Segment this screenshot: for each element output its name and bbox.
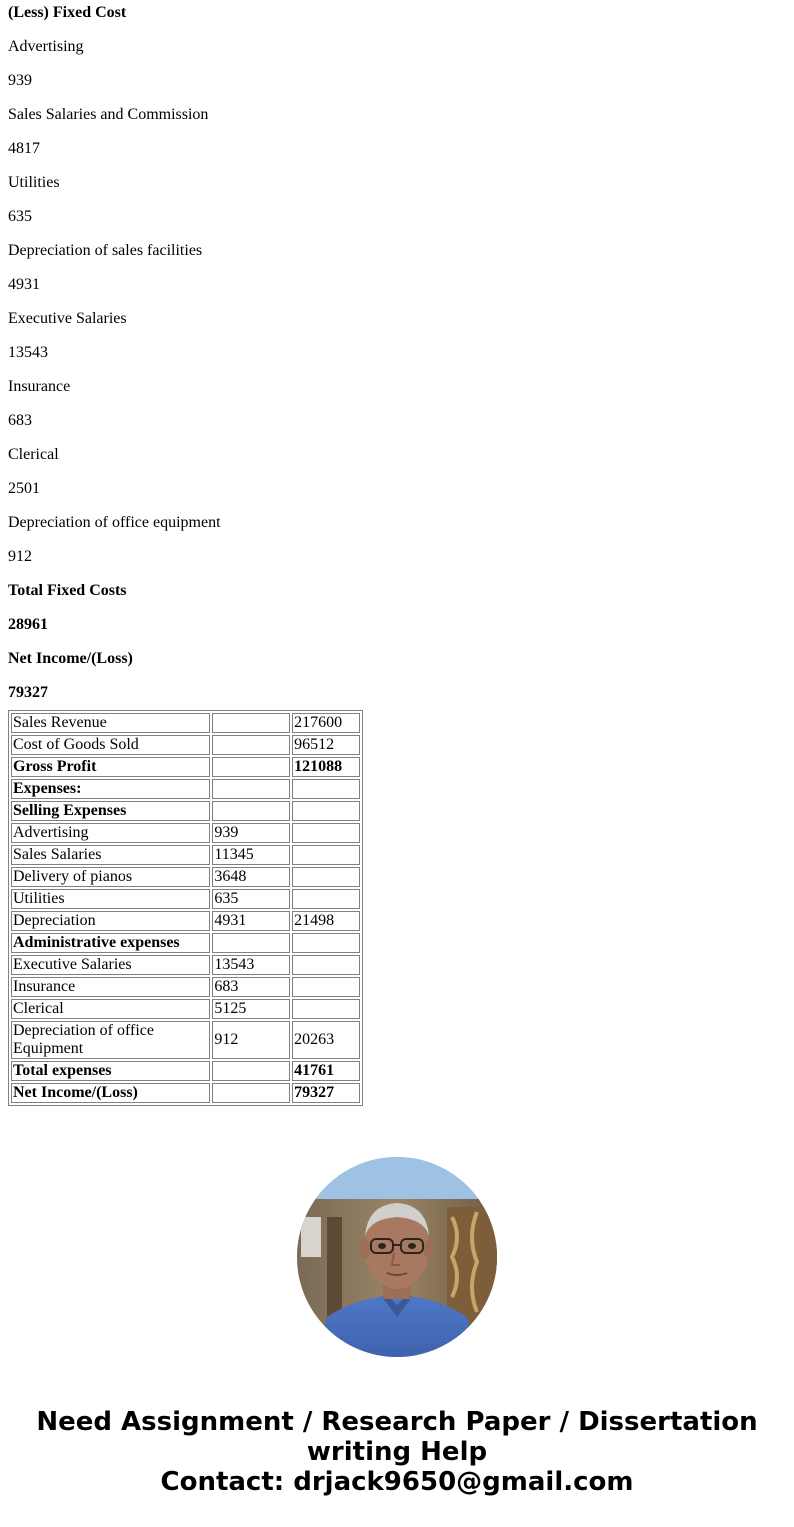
author-avatar: [297, 1157, 497, 1357]
fixed-cost-label: Clerical: [8, 446, 59, 463]
fixed-cost-heading: (Less) Fixed Cost: [8, 4, 127, 21]
row-label-cell: Cost of Goods Sold: [11, 735, 210, 755]
total-fixed-costs-label: Total Fixed Costs: [8, 582, 127, 599]
fixed-cost-value: 939: [8, 72, 32, 89]
table-row: [11, 779, 360, 799]
net-income-label: Net Income/(Loss): [8, 650, 133, 667]
table-row: [11, 1021, 360, 1059]
promo-banner: [0, 1407, 794, 1497]
table-row: [11, 977, 360, 997]
fixed-cost-value: 635: [8, 208, 32, 225]
table-row: [11, 933, 360, 953]
row-label-cell: Net Income/(Loss): [11, 1083, 210, 1103]
row-total-cell: [292, 977, 360, 997]
fixed-cost-label: Insurance: [8, 378, 71, 395]
fixed-cost-label: Utilities: [8, 174, 60, 191]
row-amount-cell: 4931: [212, 911, 290, 931]
table-row: [11, 867, 360, 887]
table-row: [11, 823, 360, 843]
row-amount-cell: [212, 1061, 290, 1081]
row-total-cell: [292, 955, 360, 975]
income-statement-table: [8, 710, 363, 1106]
table-row: [11, 999, 360, 1019]
table-row: [11, 955, 360, 975]
promo-line-2: writing Help: [306, 1437, 488, 1467]
row-total-cell: 21498: [292, 911, 360, 931]
row-total-cell: 79327: [292, 1083, 360, 1103]
fixed-cost-label: Advertising: [8, 38, 84, 55]
table-row: [11, 801, 360, 821]
row-amount-cell: 912: [212, 1021, 290, 1059]
table-row: [11, 735, 360, 755]
row-amount-cell: [212, 1083, 290, 1103]
row-label-cell: Gross Profit: [11, 757, 210, 777]
table-row: [11, 889, 360, 909]
income-statement-body: [11, 713, 360, 1103]
promo-line-1: Need Assignment / Research Paper / Dissertation: [36, 1407, 758, 1437]
fixed-cost-label: Depreciation of sales facilities: [8, 242, 203, 259]
row-amount-cell: [212, 713, 290, 733]
row-label-cell: Depreciation: [11, 911, 210, 931]
fixed-cost-label: Depreciation of office equipment: [8, 514, 221, 531]
promo-contact: Contact: drjack9650@gmail.com: [160, 1467, 634, 1497]
total-fixed-costs-value: 28961: [8, 616, 48, 633]
row-total-cell: 20263: [292, 1021, 360, 1059]
row-amount-cell: 13543: [212, 955, 290, 975]
row-total-cell: [292, 867, 360, 887]
row-label-cell: Sales Revenue: [11, 713, 210, 733]
row-amount-cell: 635: [212, 889, 290, 909]
row-label-cell: Advertising: [11, 823, 210, 843]
row-amount-cell: [212, 735, 290, 755]
row-amount-cell: 683: [212, 977, 290, 997]
row-total-cell: [292, 779, 360, 799]
fixed-cost-value: 4931: [8, 276, 40, 293]
net-income-value: 79327: [8, 684, 48, 701]
row-label-cell: Total expenses: [11, 1061, 210, 1081]
row-label-cell: Executive Salaries: [11, 955, 210, 975]
row-amount-cell: [212, 779, 290, 799]
row-total-cell: [292, 889, 360, 909]
table-row: [11, 911, 360, 931]
table-row: [11, 845, 360, 865]
row-total-cell: [292, 801, 360, 821]
row-total-cell: [292, 823, 360, 843]
row-amount-cell: [212, 933, 290, 953]
row-label-cell: Clerical: [11, 999, 210, 1019]
fixed-cost-value: 912: [8, 548, 32, 565]
row-amount-cell: 939: [212, 823, 290, 843]
row-label-cell: Expenses:: [11, 779, 210, 799]
row-label-cell: Selling Expenses: [11, 801, 210, 821]
row-total-cell: [292, 999, 360, 1019]
fixed-cost-value: 13543: [8, 344, 48, 361]
fixed-cost-label: Executive Salaries: [8, 310, 127, 327]
row-label-cell: Insurance: [11, 977, 210, 997]
row-amount-cell: 5125: [212, 999, 290, 1019]
row-amount-cell: [212, 757, 290, 777]
row-total-cell: [292, 845, 360, 865]
row-amount-cell: 3648: [212, 867, 290, 887]
row-label-cell: Sales Salaries: [11, 845, 210, 865]
row-label-cell: Administrative expenses: [11, 933, 210, 953]
document-body: [0, 4, 794, 1106]
row-total-cell: 121088: [292, 757, 360, 777]
row-label-cell: Delivery of pianos: [11, 867, 210, 887]
row-total-cell: 96512: [292, 735, 360, 755]
row-amount-cell: 11345: [212, 845, 290, 865]
fixed-cost-label: Sales Salaries and Commission: [8, 106, 209, 123]
row-total-cell: 41761: [292, 1061, 360, 1081]
table-row: [11, 1061, 360, 1081]
table-row: [11, 713, 360, 733]
table-row: [11, 757, 360, 777]
fixed-cost-value: 2501: [8, 480, 40, 497]
row-total-cell: [292, 933, 360, 953]
row-amount-cell: [212, 801, 290, 821]
row-label-cell: Depreciation of office Equipment: [11, 1021, 210, 1059]
table-row: [11, 1083, 360, 1103]
row-label-cell: Utilities: [11, 889, 210, 909]
author-portrait-image: [297, 1157, 497, 1357]
fixed-cost-value: 4817: [8, 140, 40, 157]
fixed-cost-value: 683: [8, 412, 32, 429]
row-total-cell: 217600: [292, 713, 360, 733]
